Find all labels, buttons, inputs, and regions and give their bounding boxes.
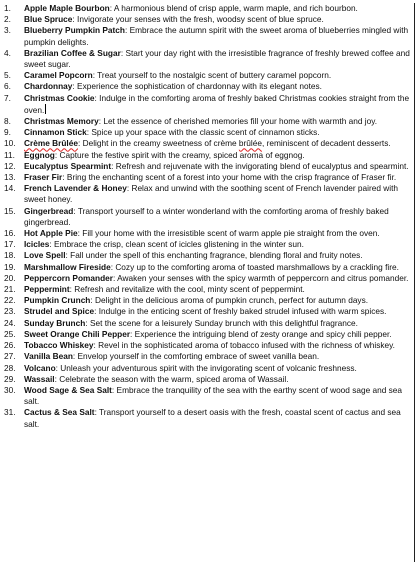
name-colon: : <box>111 160 116 171</box>
item-description: Awaken your senses with the spicy warmth of peppercorn and citrus pomander. <box>117 272 409 283</box>
name-colon: : <box>72 81 78 92</box>
item-description: Spice up your space with the classic scent of cinnamon sticks. <box>91 127 320 138</box>
item-number: 29. <box>4 373 16 384</box>
item-description: Start your day right with the irresistible fragrance of freshly brewed coffee and sweet sugar. <box>24 47 410 70</box>
item-number: 26. <box>4 340 16 351</box>
item-description: Refresh and revitalize with the cool, minty scent of peppermint. <box>74 284 305 295</box>
item-name: Vanilla Bean <box>24 351 73 362</box>
name-colon: : <box>72 14 78 25</box>
list-item <box>4 262 414 273</box>
item-description: Relax and unwind with the soothing scent of French lavender paired with sweet honey. <box>24 183 399 205</box>
name-colon: : <box>65 250 71 261</box>
item-name: Peppercorn Pomander <box>24 272 113 283</box>
item-number: 3. <box>4 25 11 36</box>
item-description: Indulge in the enticing scent of freshly baked strudel infused with warm spices. <box>98 306 387 317</box>
item-name: Cinnamon Stick <box>24 127 87 138</box>
name-colon: : <box>55 362 61 373</box>
item-name: Caramel Popcorn <box>24 70 93 81</box>
name-colon: : <box>94 306 99 317</box>
name-colon: : <box>54 373 60 384</box>
item-name: Apple Maple Bourbon <box>24 3 110 13</box>
item-number: 7. <box>4 92 11 103</box>
item-number: 5. <box>4 70 11 81</box>
item-number: 1. <box>4 3 11 13</box>
item-name: Christmas Cookie <box>24 92 95 103</box>
list-item <box>4 351 414 362</box>
item-name: Marshmallow Fireside <box>24 261 111 272</box>
name-colon: : <box>77 228 83 239</box>
item-description: Fall under the spell of this enchanting fragrance, blending floral and fruity notes. <box>70 250 363 261</box>
name-colon: : <box>130 328 135 339</box>
item-name: Sweet Orange Chili Pepper <box>24 328 131 339</box>
name-colon: : <box>73 205 78 216</box>
item-number: 2. <box>4 14 11 25</box>
name-colon: : <box>110 261 116 272</box>
list-item <box>4 239 414 250</box>
item-description: Experience the sophistication of chardonnay with its elegant notes. <box>77 81 322 92</box>
item-name: Blueberry Pumpkin Patch <box>24 25 125 36</box>
item-description: Embrace the crisp, clean scent of icicles glistening in the winter sun. <box>54 239 304 250</box>
list-item <box>4 127 414 138</box>
item-description: Transport yourself to a winter wonderland with the comforting aroma of freshly baked gingerbread. <box>24 205 389 227</box>
list-item <box>4 172 414 183</box>
item-number: 14. <box>4 183 16 194</box>
item-number: 17. <box>4 239 16 250</box>
name-colon: : <box>109 3 114 13</box>
misspelled-word: brûlée <box>238 138 262 149</box>
list-item <box>4 3 414 14</box>
name-colon: : <box>126 183 132 194</box>
list-item <box>4 81 414 92</box>
list-item <box>4 318 414 329</box>
item-description: Bring the enchanting scent of a forest into your home with the crisp fragrance of Fraser fir. <box>66 172 397 183</box>
item-name: French Lavender & Honey <box>24 183 127 194</box>
item-number: 12. <box>4 160 16 171</box>
item-description: Treat yourself to the nostalgic scent of buttery caramel popcorn. <box>97 70 332 81</box>
name-colon: : <box>49 239 54 250</box>
item-description: Transport yourself to a desert oasis with the fresh, coastal scent of cactus and sea salt. <box>24 407 401 429</box>
name-colon: : <box>85 317 90 328</box>
item-number: 23. <box>4 306 16 317</box>
name-colon: : <box>69 284 75 295</box>
list-item <box>4 284 414 295</box>
item-number: 10. <box>4 138 16 149</box>
item-name: Cactus & Sea Salt <box>24 407 95 418</box>
list-item <box>4 150 414 161</box>
item-name: Christmas Memory <box>24 116 99 127</box>
item-number: 28. <box>4 362 16 373</box>
item-name: Gingerbread <box>24 205 74 216</box>
item-description: Fill your home with the irresistible scent of warm apple pie straight from the oven. <box>82 228 380 239</box>
item-name: Chardonnay <box>24 81 73 92</box>
item-name: Brazilian Coffee & Sugar <box>24 47 121 58</box>
item-number: 11. <box>4 149 15 160</box>
item-number: 25. <box>4 328 16 339</box>
item-name: Strudel and Spice <box>24 306 95 317</box>
list-item <box>4 340 414 351</box>
item-name: Peppermint <box>24 284 70 295</box>
text-cursor <box>45 104 46 114</box>
item-description: Delight in the delicious aroma of pumpkin crunch, perfect for autumn days. <box>95 295 369 306</box>
item-description: Unleash your adventurous spirit with the invigorating scent of volcanic freshness. <box>60 362 357 373</box>
scent-list <box>4 3 414 430</box>
item-name: Eucalyptus Spearmint <box>24 160 112 171</box>
list-item <box>4 407 414 429</box>
item-description-end: , reminiscent of decadent desserts. <box>262 138 391 149</box>
item-name: Volcano <box>24 362 56 373</box>
name-colon: : <box>62 172 67 183</box>
item-description: Celebrate the season with the warm, spiced aroma of Wassail. <box>59 373 289 384</box>
item-description: Capture the festive spirit with the creamy, spiced aroma of eggnog. <box>59 149 305 160</box>
item-description: Experience the intriguing blend of zesty orange and spicy chili pepper. <box>134 328 392 339</box>
list-item <box>4 161 414 172</box>
list-item <box>4 93 414 116</box>
item-name: Sunday Brunch <box>24 317 86 328</box>
item-number: 9. <box>4 127 11 138</box>
name-colon: : <box>94 92 100 103</box>
item-number: 6. <box>4 81 11 92</box>
item-name: Pumpkin Crunch <box>24 295 91 306</box>
item-name: Blue Spruce <box>24 14 73 25</box>
item-name: Wassail <box>24 373 55 384</box>
item-number: 24. <box>4 317 16 328</box>
list-item <box>4 363 414 374</box>
list-item <box>4 70 414 81</box>
item-number: 8. <box>4 116 11 127</box>
list-item <box>4 295 414 306</box>
item-name: Crème Brûlée <box>24 138 78 149</box>
item-description-start: Delight in the creamy sweetness of crème <box>82 138 239 149</box>
name-colon: : <box>54 149 60 160</box>
list-item <box>4 138 414 149</box>
item-number: 4. <box>4 47 11 58</box>
item-name: Love Spell <box>24 250 66 261</box>
item-number: 13. <box>4 172 16 183</box>
name-colon: : <box>113 272 118 283</box>
list-item <box>4 116 414 127</box>
list-item <box>4 183 414 205</box>
item-name: Hot Apple Pie <box>24 228 78 239</box>
item-description: Cozy up to the comforting aroma of toasted marshmallows by a crackling fire. <box>115 261 399 272</box>
list-item <box>4 329 414 340</box>
item-description: A harmonious blend of crisp apple, warm maple, and rich bourbon. <box>113 3 358 13</box>
item-number: 27. <box>4 351 16 362</box>
item-description: Indulge in the comforting aroma of freshly baked Christmas cookies straight from the oven. <box>24 92 410 115</box>
list-item <box>4 306 414 317</box>
item-name: Wood Sage & Sea Salt <box>24 384 112 395</box>
item-name: Fraser Fir <box>24 172 63 183</box>
list-item <box>4 14 414 25</box>
item-number: 19. <box>4 261 16 272</box>
item-name: Tobacco Whiskey <box>24 340 94 351</box>
list-item <box>4 385 414 407</box>
name-colon: : <box>98 116 104 127</box>
list-item <box>4 228 414 239</box>
name-colon: : <box>93 340 99 351</box>
item-name: Eggnog <box>24 149 55 160</box>
name-colon: : <box>77 138 83 149</box>
item-number: 20. <box>4 272 16 283</box>
list-item <box>4 273 414 284</box>
name-colon: : <box>90 295 96 306</box>
document-page[interactable] <box>4 3 415 562</box>
name-colon: : <box>120 47 126 58</box>
item-description: Set the scene for a leisurely Sunday brunch with this delightful fragrance. <box>89 317 358 328</box>
name-colon: : <box>72 351 78 362</box>
list-item <box>4 48 414 70</box>
name-colon: : <box>94 407 100 418</box>
item-number: 22. <box>4 295 16 306</box>
item-number: 15. <box>4 205 16 216</box>
list-item <box>4 25 414 47</box>
item-number: 30. <box>4 384 16 395</box>
item-number: 21. <box>4 284 16 295</box>
list-item <box>4 374 414 385</box>
item-description: Refresh and rejuvenate with the invigorating blend of eucalyptus and spearmint. <box>115 160 409 171</box>
item-name: Icicles <box>24 239 50 250</box>
item-description: Embrace the tranquility of the sea with the earthy scent of wood sage and sea salt. <box>24 384 403 407</box>
list-item <box>4 206 414 228</box>
name-colon: : <box>86 127 92 138</box>
item-description: Let the essence of cherished memories fill your home with warmth and joy. <box>103 116 378 127</box>
item-number: 31. <box>4 407 16 418</box>
item-description: Invigorate your senses with the fresh, woodsy scent of blue spruce. <box>77 14 324 25</box>
item-description: Envelop yourself in the comforting embrace of sweet vanilla bean. <box>77 351 320 362</box>
item-number: 18. <box>4 250 16 261</box>
item-number: 16. <box>4 228 16 239</box>
list-item <box>4 250 414 261</box>
item-description: Revel in the sophisticated aroma of tobacco infused with the richness of whiskey. <box>98 340 395 351</box>
name-colon: : <box>111 384 117 395</box>
name-colon: : <box>124 25 130 36</box>
item-description: Embrace the autumn spirit with the sweet aroma of blueberries mingled with pumpkin delights. <box>24 25 409 47</box>
name-colon: : <box>92 70 98 81</box>
